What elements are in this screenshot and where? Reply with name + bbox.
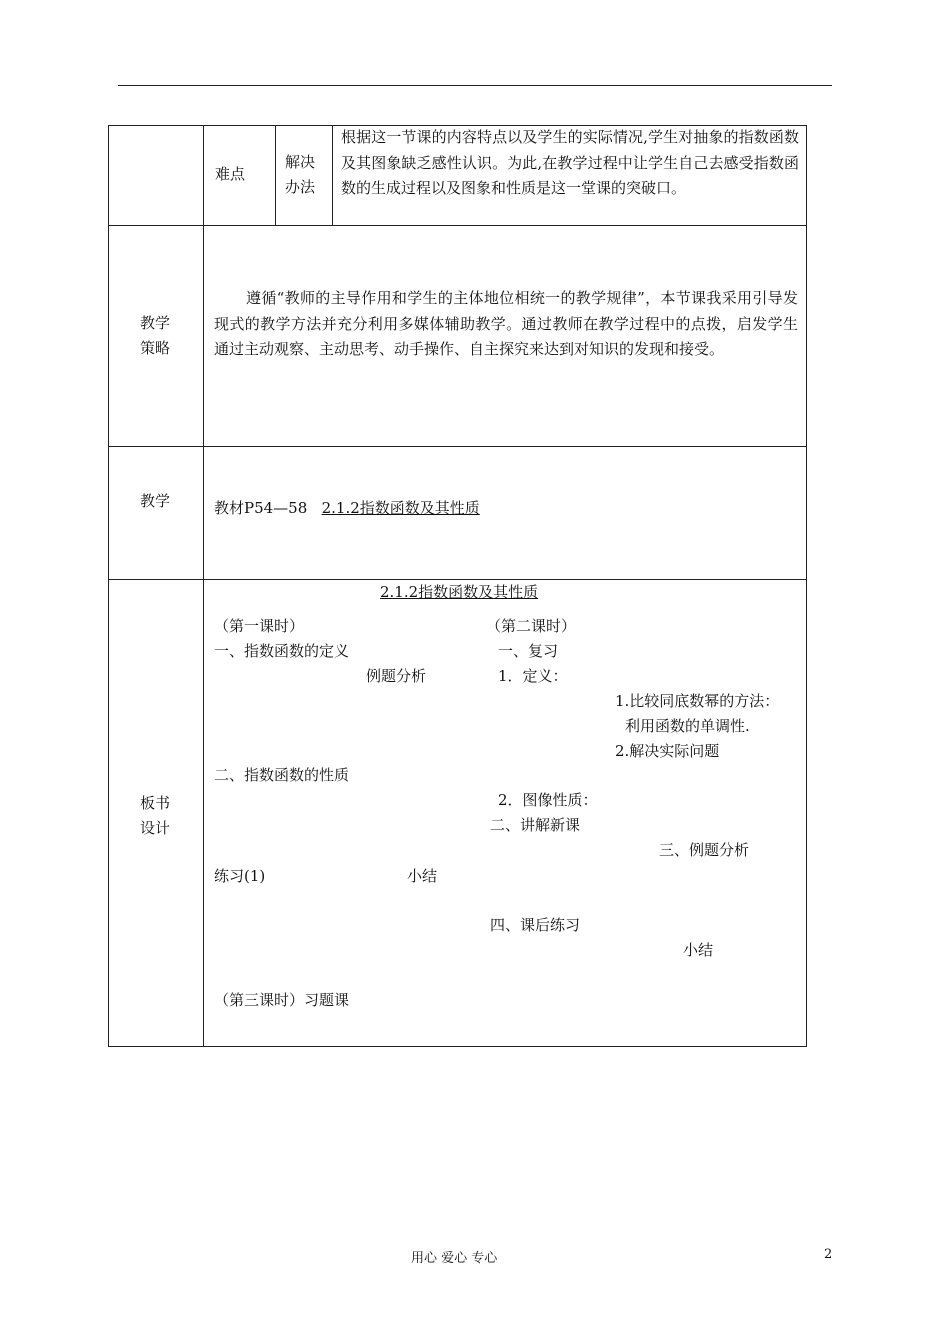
board-item: 一、复习 <box>498 642 559 660</box>
board-item: 二、讲解新课 <box>490 816 581 834</box>
board-item: 2.解决实际问题 <box>615 742 720 760</box>
row-divider <box>108 446 807 447</box>
row-divider <box>108 225 807 226</box>
board-item: 一、指数函数的定义 <box>214 642 350 660</box>
difficulty-label: 难点 <box>215 165 246 183</box>
material-prefix: 教材P54—58 <box>214 499 308 517</box>
solution-label: 解决 <box>285 153 316 171</box>
strategy-label: 教学 <box>140 314 171 332</box>
board-item: 2．图像性质： <box>498 791 598 809</box>
board-title: 2.1.2指数函数及其性质 <box>380 583 539 601</box>
strategy-text: 遵循“教师的主导作用和学生的主体地位相统一的教学规律”，本节课我采用引导发现式的教学方法并充分利用多媒体辅助教学。通过教师在教学过程中的点拨，启发学生通过主动观察、主动思考、动手操作、自主探究来达到对知识的发现和接受。 <box>214 289 798 358</box>
board-lesson2: （第二课时） <box>486 617 577 635</box>
board-lesson1: （第一课时） <box>214 617 305 635</box>
header-rule <box>118 85 832 86</box>
board-item: 四、课后练习 <box>490 916 581 934</box>
board-item: 二、指数函数的性质 <box>214 766 350 784</box>
board-label: 设计 <box>140 819 171 837</box>
column-divider <box>275 125 276 225</box>
board-item: 小结 <box>683 941 714 959</box>
material-title: 2.1.2指数函数及其性质 <box>321 499 480 517</box>
page-number: 2 <box>824 1247 833 1262</box>
board-item: 三、例题分析 <box>659 841 750 859</box>
board-label: 板书 <box>140 794 171 812</box>
board-item: 1．定义： <box>498 667 568 685</box>
column-divider <box>203 125 204 1047</box>
difficulty-solution-text: 根据这一节课的内容特点以及学生的实际情况,学生对抽象的指数函数及其图象缺乏感性认识。为此,在教学过程中让学生自己去感受指数函数的生成过程以及图象和性质是这一堂课的突破口。 <box>341 128 799 197</box>
material-text <box>214 496 480 521</box>
column-divider <box>332 125 333 225</box>
footer-motto: 用心 爱心 专心 <box>411 1251 498 1266</box>
board-item: 小结 <box>407 867 438 885</box>
board-lesson3: （第三课时）习题课 <box>214 991 350 1009</box>
solution-label: 办法 <box>285 178 316 196</box>
board-item: 例题分析 <box>366 667 427 685</box>
board-item: 1.比较同底数幂的方法： <box>615 692 780 710</box>
strategy-label: 策略 <box>140 339 171 357</box>
board-item: 练习(1) <box>214 867 266 885</box>
board-item: 利用函数的单调性. <box>625 717 750 735</box>
material-label: 教学 <box>140 492 171 510</box>
